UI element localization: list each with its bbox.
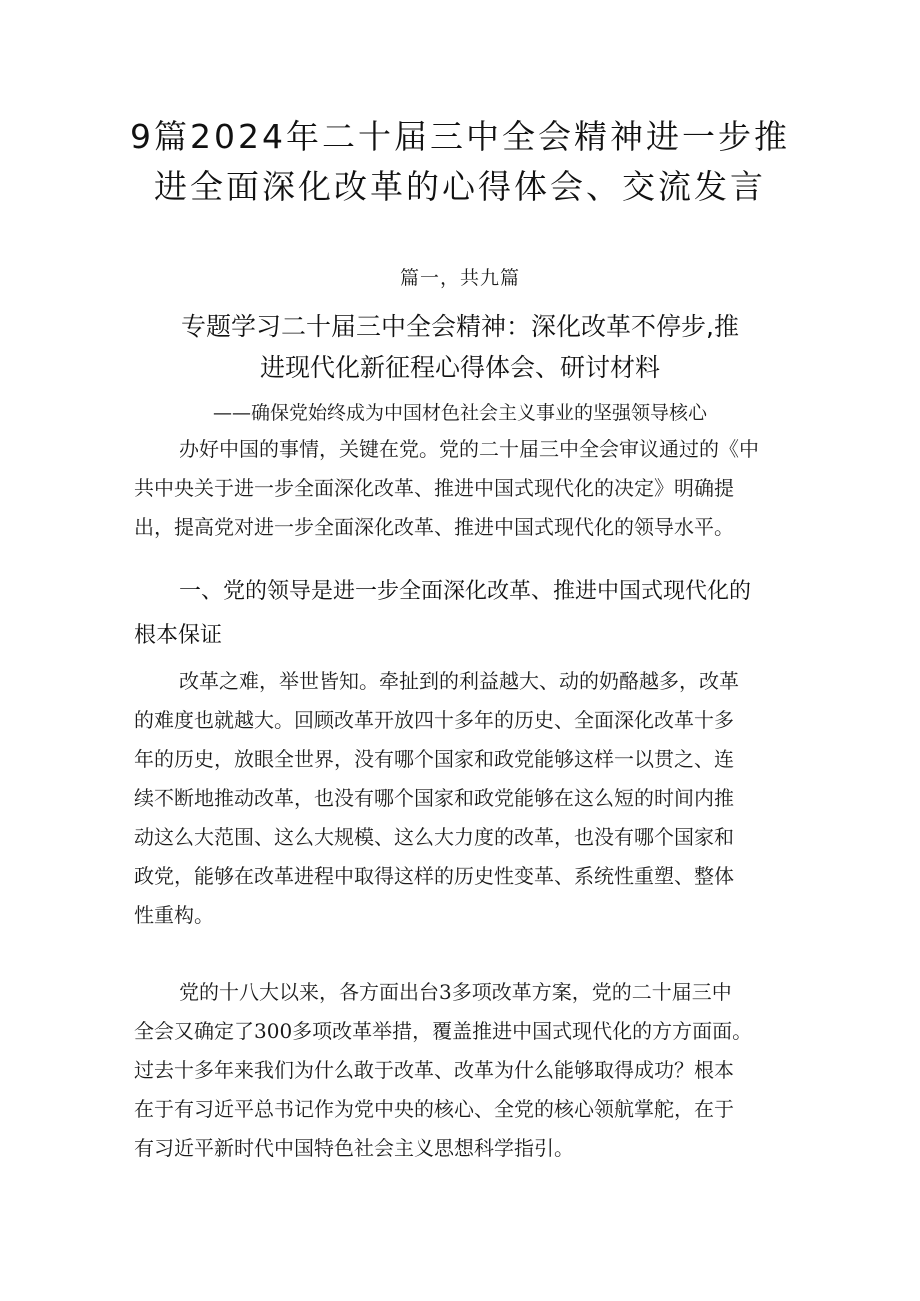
document-title-line-1: 9篇2024年二十届三中全会精神进一步推	[130, 117, 790, 156]
paragraph-2-line: 动这么大范围、这么大规模、这么大力度的改革，也没有哪个国家和	[134, 825, 734, 849]
paragraph-1-line: 办好中国的事情，关键在党。党的二十届三中全会审议通过的《中	[179, 437, 759, 461]
paragraph-2-line: 年的历史，放眼全世界，没有哪个国家和政党能够这样一以贯之、连	[134, 747, 734, 771]
paragraph-3-line: 党的十八大以来，各方面出台3多项改革方案，党的二十届三中	[179, 980, 732, 1004]
paragraph-3-line: 在于有习近平总书记作为党中央的核心、全党的核心领航掌舵，在于	[134, 1097, 734, 1121]
section-1-heading-line-2: 根本保证	[134, 623, 223, 648]
paragraph-3-line: 有习近平新时代中国特色社会主义思想科学指引。	[134, 1136, 574, 1160]
document-title-line-2: 进全面深化改革的心得体会、交流发言	[154, 167, 766, 206]
paragraph-1-line: 出，提高党对进一步全面深化改革、推进中国式现代化的领导水平。	[134, 515, 734, 539]
document-title	[100, 112, 820, 212]
paragraph-2	[134, 662, 794, 935]
paragraph-2-line: 续不断地推动改革，也没有哪个国家和政党能够在这么短的时间内推	[134, 786, 734, 810]
article-heading	[100, 306, 820, 388]
article-heading-line-1: 专题学习二十届三中全会精神：深化改革不停步,推	[181, 312, 739, 341]
paragraph-2-line: 性重构。	[134, 903, 214, 927]
paragraph-3-line: 全会又确定了300多项改革举措，覆盖推进中国式现代化的方方面面。	[134, 1019, 753, 1043]
section-1-heading-line-1: 一、党的领导是进一步全面深化改革、推进中国式现代化的	[179, 579, 752, 604]
paragraph-1	[134, 430, 794, 547]
article-subtitle: ——确保党始终成为中国材色社会主义事业的坚强领导核心	[212, 402, 707, 424]
article-label: 篇一，共九篇	[399, 267, 520, 289]
paragraph-2-line: 政党，能够在改革进程中取得这样的历史性变革、系统性重塑、整体	[134, 864, 734, 888]
paragraph-3	[134, 973, 794, 1168]
paragraph-3-line: 过去十多年来我们为什么敢于改革、改革为什么能够取得成功？根本	[134, 1058, 734, 1082]
article-heading-line-2: 进现代化新征程心得体会、研讨材料	[259, 353, 660, 382]
paragraph-1-line: 共中央关于进一步全面深化改革、推进中国式现代化的决定》明确提	[134, 476, 734, 500]
paragraph-2-line: 改革之难，举世皆知。牵扯到的利益越大、动的奶酪越多，改革	[179, 669, 739, 693]
paragraph-2-line: 的难度也就越大。回顾改革开放四十多年的历史、全面深化改革十多	[134, 708, 734, 732]
section-1-heading	[134, 570, 794, 658]
